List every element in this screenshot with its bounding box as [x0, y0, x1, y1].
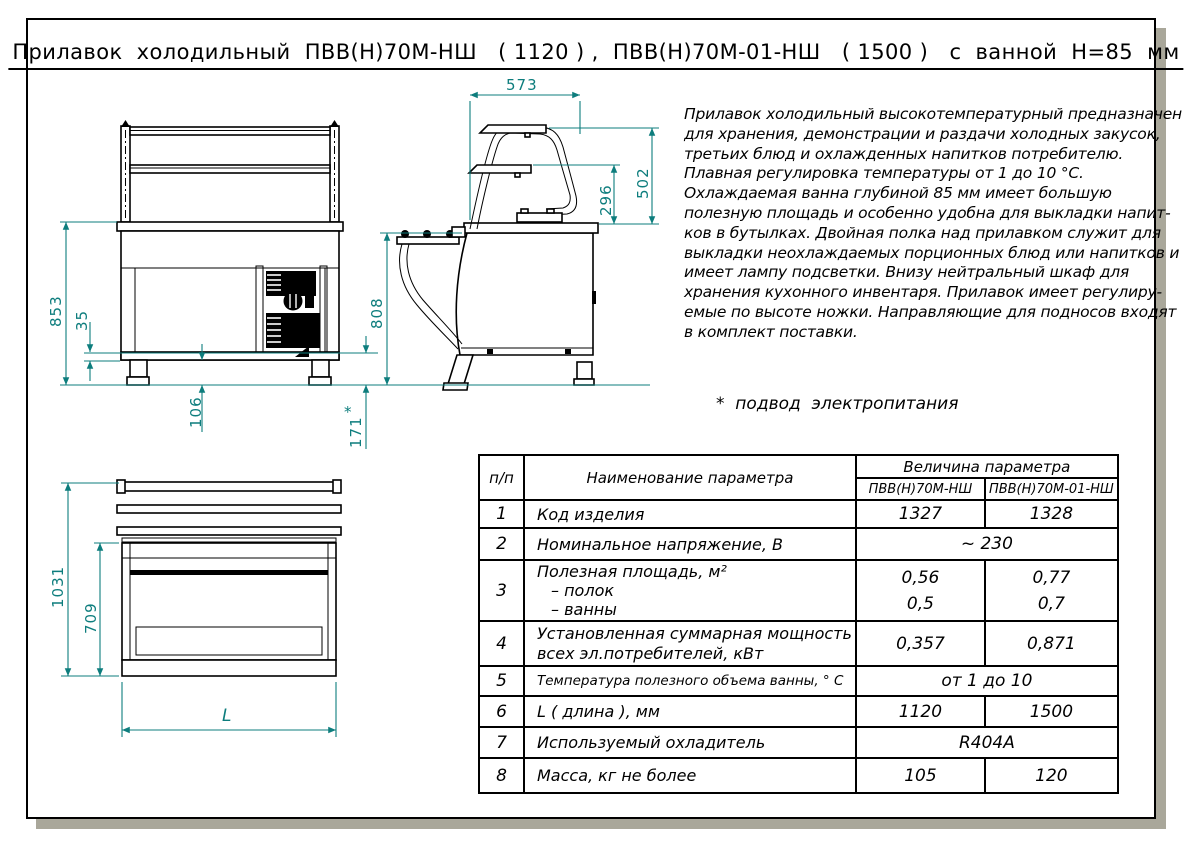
dim-1031-label: 1031	[49, 565, 67, 608]
table-cell	[985, 560, 1118, 621]
table-cell: 1327	[856, 500, 985, 528]
header-value: Величина параметра	[856, 455, 1118, 478]
description-line: Прилавок холодильный высокотемпературный предназначен	[684, 105, 1182, 123]
description-line: Охлаждаемая ванна глубиной 85 мм имеет большую	[684, 184, 1112, 203]
header-name: Наименование параметра	[524, 455, 856, 500]
table-row	[479, 666, 1118, 696]
table-cell	[524, 621, 856, 666]
table-cell: 3	[479, 560, 524, 621]
value-line: 0,56	[901, 567, 940, 588]
table-cell: 2	[479, 528, 524, 560]
dim-709-label: 709	[82, 602, 100, 634]
table-row	[479, 621, 1118, 666]
table-cell: от 1 до 10	[856, 666, 1118, 696]
dim-573-label: 573	[506, 76, 538, 94]
page-title: Прилавок холодильный ПВВ(Н)70М-НШ ( 1120 ) , ПВВ(Н)70М-01-НШ ( 1500 ) с ванной Н=85 мм	[8, 40, 1183, 70]
table-cell: 6	[479, 696, 524, 727]
table-cell: 1120	[856, 696, 985, 727]
parameter-line: всех эл.потребителей, кВт	[537, 643, 764, 663]
dim-35-label: 35	[73, 309, 91, 331]
description-line: ков в бутылках. Двойная полка над прилавком служит для	[684, 223, 1161, 242]
table-cell: Температура полезного объема ванны, ° С	[524, 666, 856, 696]
table-cell: 0,871	[985, 621, 1118, 666]
table-cell: Масса, кг не более	[524, 758, 856, 793]
parameter-subitem: – полок	[551, 581, 615, 600]
value-line: 0,77	[1032, 567, 1071, 588]
value-line: 0,5	[906, 593, 934, 614]
dim-808-label: 808	[368, 297, 386, 329]
table-row	[479, 500, 1118, 528]
table-cell: 4	[479, 621, 524, 666]
dim-L-label: L	[222, 706, 233, 726]
description-text	[684, 105, 1182, 343]
dim-296-label: 296	[597, 184, 615, 216]
table-cell: R404A	[856, 727, 1118, 758]
table-cell: 1	[479, 500, 524, 528]
value-line: 0,7	[1037, 593, 1065, 614]
description-line: полезную площадь и особенно удобна для выкладки напит-	[684, 203, 1171, 222]
table-cell	[524, 560, 856, 621]
table-cell: L ( длина ), мм	[524, 696, 856, 727]
description-line: Плавная регулировка температуры от 1 до 10 °С.	[684, 164, 1084, 183]
table-cell: 1500	[985, 696, 1118, 727]
table-row	[479, 560, 1118, 621]
table-cell	[856, 560, 985, 621]
power-supply-note: * подвод электропитания	[716, 394, 959, 414]
description-line: для хранения, демонстрации и раздачи холодных закусок,	[684, 124, 1161, 143]
table-row	[479, 727, 1118, 758]
table-row	[479, 696, 1118, 727]
dim-171-label: 171	[347, 416, 365, 448]
dim-853-label: 853	[47, 295, 65, 327]
table-cell: 7	[479, 727, 524, 758]
dim-502-label: 502	[634, 167, 652, 199]
description-line: емые по высоте ножки. Направляющие для подносов входят	[684, 302, 1177, 321]
table-cell: Используемый охладитель	[524, 727, 856, 758]
table-cell: Код изделия	[524, 500, 856, 528]
table-row	[479, 758, 1118, 793]
dim-171-asterisk: *	[344, 403, 353, 421]
table-cell: 1328	[985, 500, 1118, 528]
table-cell: ~ 230	[856, 528, 1118, 560]
table-cell: 0,357	[856, 621, 985, 666]
description-line: в комплект поставки.	[684, 322, 858, 341]
header-model2: ПВВ(Н)70М-01-НШ	[985, 478, 1118, 500]
header-model1: ПВВ(Н)70М-НШ	[856, 478, 985, 500]
parameter-title: Полезная площадь, м²	[537, 562, 727, 581]
table-cell: 8	[479, 758, 524, 793]
table-cell: 5	[479, 666, 524, 696]
table-cell: 120	[985, 758, 1118, 793]
dim-106-label: 106	[187, 396, 205, 428]
description-line: третьих блюд и охлажденных напитков потребителю.	[684, 144, 1124, 163]
description-line: выкладки неохлаждаемых порционных блюд или напитков и	[684, 243, 1180, 262]
description-line: хранения кухонного инвентаря. Прилавок имеет регулиру-	[684, 283, 1162, 302]
parameters-table	[478, 454, 1119, 794]
parameter-line: Установленная суммарная мощность	[537, 623, 852, 643]
rear-view	[117, 480, 341, 676]
header-num: п/п	[479, 455, 524, 500]
description-line: имеет лампу подсветки. Внизу нейтральный шкаф для	[684, 263, 1130, 282]
parameter-subitem: – ванны	[551, 600, 617, 619]
table-row	[479, 528, 1118, 560]
front-view	[117, 120, 343, 385]
table-cell: Номинальное напряжение, В	[524, 528, 856, 560]
table-cell: 105	[856, 758, 985, 793]
